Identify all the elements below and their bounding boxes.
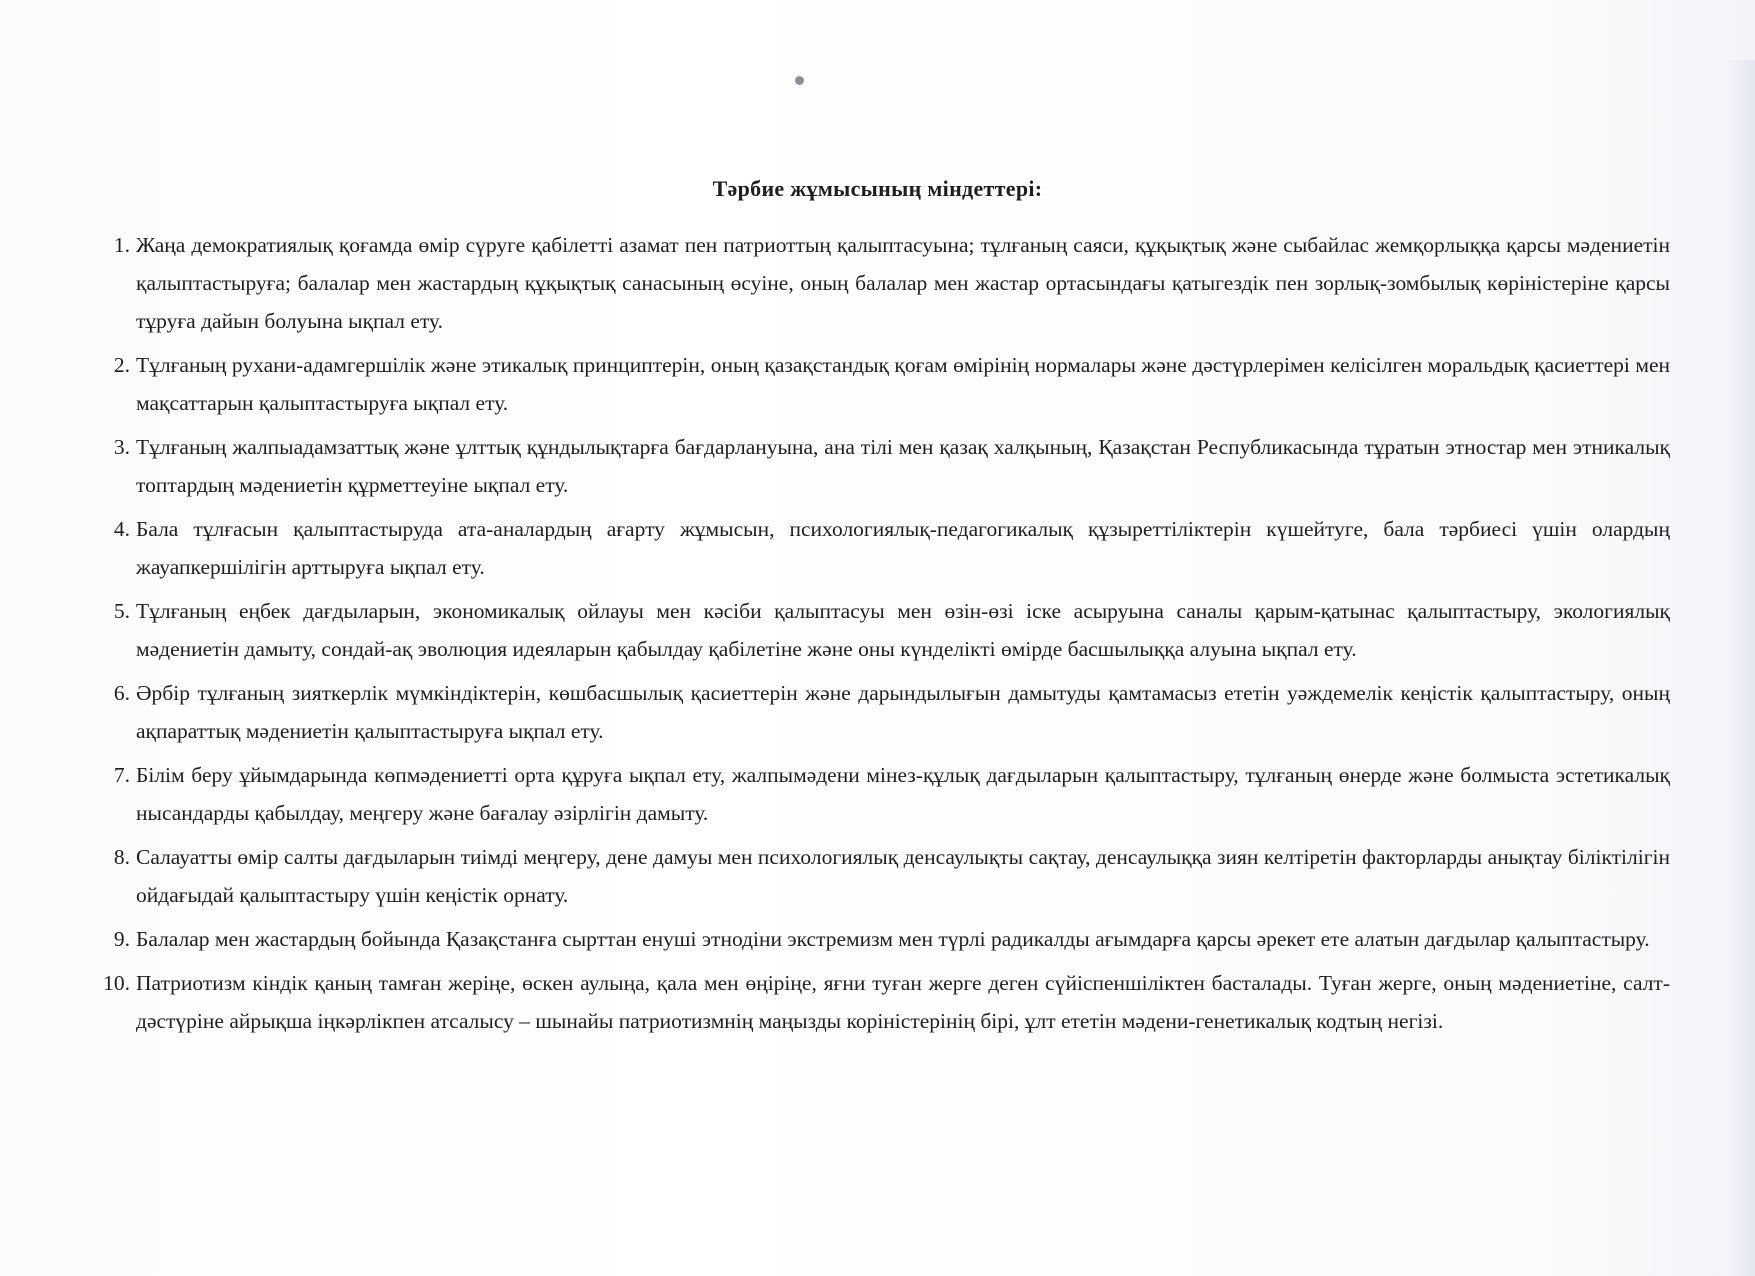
item-text: Салауатты өмір салты дағдыларын тиімді меңгеру, дене дамуы мен психологиялық денсаулықты сақтау, денсаулыққа зиян келтіретін факторларды анықтау біліктілігін ойдағыдай қалыптастыру үшін кеңістік орнату. (136, 845, 1670, 907)
item-number: 10. (103, 971, 130, 995)
item-text: Білім беру ұйымдарында көпмәдениетті орта құруға ықпал ету, жалпымәдени мінез-құлық дағдыларын қалыптастыру, тұлғаның өнерде және болмыста эстетикалық нысандарды қабылдау, меңгеру және бағалау әзірлігін дамыту. (136, 763, 1670, 825)
item-text: Жаңа демократиялық қоғамда өмір сүруге қабілетті азамат пен патриоттың қалыптасуына; тұлғаның саяси, құқықтық және сыбайлас жемқорлыққа қарсы мәдениетін қалыптастыруға; балалар мен жастардың құқықтық санасының өсуіне, оның балалар мен жастар ортасындағы қатыгездік пен зорлық-зомбылық көріністеріне қарсы тұруға дайын болуына ықпал ету. (136, 233, 1670, 333)
list-item (96, 510, 1670, 586)
item-number: 7. (113, 763, 130, 787)
scan-speck-mark (795, 76, 804, 85)
item-number: 1. (113, 233, 130, 257)
item-text: Балалар мен жастардың бойында Қазақстанға сырттан енуші этнодіни экстремизм мен түрлі радикалды ағымдарға қарсы әрекет ете алатын дағдылар қалыптастыру. (136, 927, 1650, 951)
item-text: Тұлғаның еңбек дағдыларын, экономикалық ойлауы мен кәсіби қалыптасуы мен өзін-өзі іске асыруына саналы қарым-қатынас қалыптастыру, экологиялық мәдениетін дамыту, сондай-ақ эволюция идеяларын қабылдау қабілетіне және оны күнделікті өмірде басшылыққа алуына ықпал ету. (136, 599, 1670, 661)
item-text: Тұлғаның жалпыадамзаттық және ұлттық құндылықтарға бағдарлануына, ана тілі мен қазақ халқының, Қазақстан Республикасында тұратын этностар мен этникалық топтардың мәдениетін құрметтеуіне ықпал ету. (136, 435, 1670, 497)
list-item (96, 346, 1670, 422)
item-text: Бала тұлғасын қалыптастыруда ата-аналардың ағарту жұмысын, психологиялық-педагогикалық құзыреттіліктерін күшейтуге, бала тәрбиесі үшін олардың жауапкершілігін арттыруға ықпал ету. (136, 517, 1670, 579)
list-item (96, 592, 1670, 668)
item-number: 9. (113, 927, 130, 951)
list-item (96, 920, 1670, 958)
item-text: Әрбір тұлғаның зияткерлік мүмкіндіктерін, көшбасшылық қасиеттерін және дарындылығын дамытуды қамтамасыз ететін уәждемелік кеңістік қалыптастыру, оның ақпараттық мәдениетін қалыптастыруға ықпал ету. (136, 681, 1670, 743)
item-text: Тұлғаның рухани-адамгершілік және этикалық принциптерін, оның қазақстандық қоғам өмірінің нормалары және дәстүрлерімен келісілген моральдық қасиеттері мен мақсаттарын қалыптастыруға ықпал ету. (136, 353, 1670, 415)
list-item (96, 756, 1670, 832)
item-number: 2. (113, 353, 130, 377)
list-item (96, 674, 1670, 750)
task-list (96, 226, 1670, 1046)
document-title: Тәрбие жұмысының міндеттері: (712, 176, 1043, 201)
list-item (96, 428, 1670, 504)
list-item (96, 964, 1670, 1040)
list-item (96, 838, 1670, 914)
item-number: 3. (113, 435, 130, 459)
scan-shadow-edge (1727, 60, 1755, 1276)
item-number: 5. (113, 599, 130, 623)
item-text: Патриотизм кіндік қаның тамған жеріңе, өскен аулыңа, қала мен өңіріңе, яғни туған жерге деген сүйіспеншіліктен басталады. Туған жерге, оның мәдениетіне, салт-дәстүріне айрықша іңкәрлікпен атсалысу – шынайы патриотизмнің маңызды коріністерінің бірі, ұлт ететін мәдени-генетикалық кодтың негізі. (136, 971, 1670, 1033)
item-number: 8. (113, 845, 130, 869)
item-number: 4. (113, 517, 130, 541)
list-item (96, 226, 1670, 340)
item-number: 6. (113, 681, 130, 705)
